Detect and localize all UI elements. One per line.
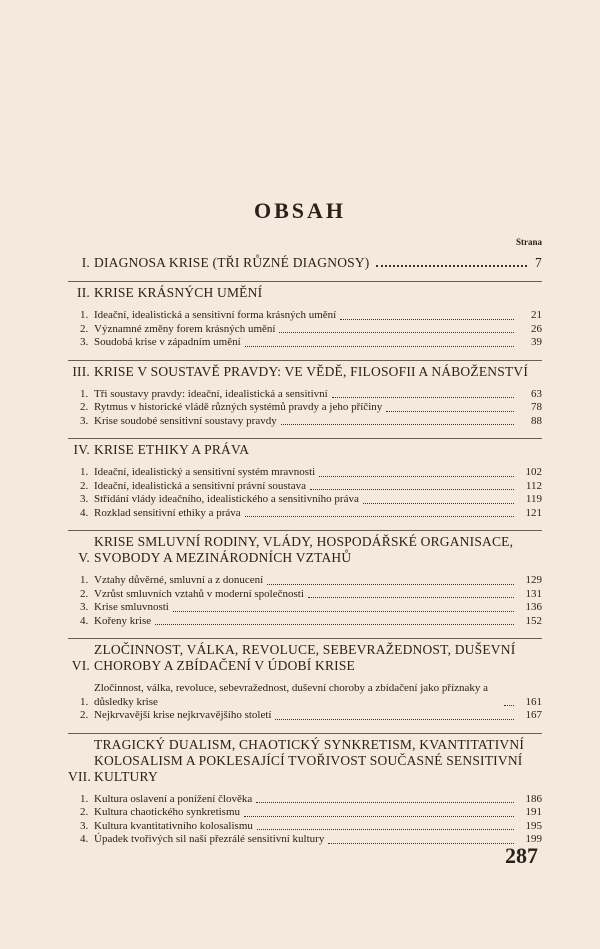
section-entry[interactable] — [68, 466, 542, 480]
page-number: 287 — [505, 843, 538, 868]
chapter-title: KRISE KRÁSNÝCH UMĚNÍ — [94, 285, 263, 300]
section-entry[interactable] — [68, 480, 542, 494]
section-page: 39 — [531, 336, 542, 348]
dot-leader — [256, 802, 514, 803]
section-number: 2. — [80, 401, 89, 413]
dot-leader — [386, 411, 514, 412]
section-title: Krise soudobé sensitivní soustavy pravdy — [94, 414, 277, 427]
chapter-number: III. — [72, 363, 90, 379]
section-entry[interactable] — [68, 388, 542, 402]
section-entry[interactable] — [68, 833, 542, 847]
dot-leader — [504, 705, 514, 706]
section-entry[interactable] — [68, 401, 542, 415]
section-number: 2. — [80, 709, 89, 721]
dot-leader — [363, 503, 514, 504]
section-number: 3. — [80, 601, 89, 613]
section-title: Nejkrvavější krise nejkrvavějšího století — [94, 709, 272, 721]
dot-leader — [332, 397, 514, 398]
section-title: Kořeny krise — [94, 614, 152, 627]
dot-leader — [257, 829, 514, 830]
section-number: 1. — [80, 574, 89, 586]
chapter-heading — [68, 285, 542, 301]
dot-leader — [376, 265, 528, 267]
section-number: 1. — [80, 387, 89, 400]
section-title: Ideační, idealistická a sensitivní právní soustava — [94, 479, 306, 492]
section-entry[interactable] — [68, 574, 542, 588]
chapter-number: V. — [78, 550, 90, 565]
chapter-heading — [68, 255, 542, 271]
dot-leader — [319, 476, 514, 477]
section-title: Ideační, idealistická a sensitivní forma krásných umění — [94, 309, 337, 321]
section-entry[interactable] — [68, 793, 542, 807]
section-number: 2. — [80, 479, 89, 492]
section-entry[interactable] — [68, 336, 542, 350]
section-title: Vzrůst smluvních vztahů v moderní společnosti — [94, 587, 304, 600]
section-entry[interactable] — [68, 682, 542, 709]
section-number: 3. — [80, 493, 89, 505]
section-title: Kultura oslavení a ponížení člověka — [94, 792, 253, 805]
section-page: 191 — [525, 806, 542, 818]
section-entry[interactable] — [68, 507, 542, 521]
section-list — [68, 309, 542, 350]
section-page: 63 — [531, 387, 542, 400]
section-page: 131 — [525, 587, 542, 600]
section-page: 119 — [525, 493, 542, 505]
chapter-heading — [68, 737, 542, 785]
section-entry[interactable] — [68, 415, 542, 429]
page-column-label: Strana — [515, 237, 542, 247]
dot-leader — [308, 597, 514, 598]
chapter-heading — [68, 534, 542, 566]
section-title: Úpadek tvořivých sil naší přezrálé sensitivní kultury — [94, 833, 325, 845]
chapter — [68, 252, 542, 271]
chapter-number: IV. — [73, 442, 90, 457]
chapter-number: VII. — [68, 768, 91, 784]
section-list — [68, 682, 542, 723]
dot-leader — [244, 816, 514, 817]
section-page: 195 — [525, 819, 542, 832]
chapter-heading — [68, 642, 542, 674]
table-of-contents — [68, 252, 542, 857]
section-page: 199 — [525, 833, 542, 845]
section-list — [68, 574, 542, 628]
dot-leader — [173, 611, 514, 612]
section-number: 2. — [80, 806, 89, 818]
section-page: 167 — [525, 709, 542, 721]
section-page: 26 — [531, 322, 542, 335]
section-number: 2. — [80, 322, 89, 335]
section-number: 4. — [80, 833, 89, 845]
chapter-number: II. — [77, 285, 90, 300]
chapter — [68, 438, 542, 520]
chapter-number: I. — [81, 255, 90, 270]
section-entry[interactable] — [68, 323, 542, 337]
section-page: 112 — [525, 479, 542, 492]
dot-leader — [328, 843, 514, 844]
chapter-page: 7 — [535, 255, 542, 270]
chapter-title: ZLOČINNOST, VÁLKA, REVOLUCE, SEBEVRAŽEDNOST, DUŠEVNÍ CHOROBY A ZBÍDAČENÍ V ÚDOBÍ KRISE — [94, 642, 516, 673]
section-entry[interactable] — [68, 615, 542, 629]
section-page: 102 — [525, 466, 542, 478]
section-list — [68, 793, 542, 847]
section-number: 4. — [80, 614, 89, 627]
chapter — [68, 733, 542, 847]
section-title: Krise smluvnosti — [94, 601, 169, 613]
chapter — [68, 530, 542, 628]
section-title: Střídání vlády ideačního, idealistického a sensitivního práva — [94, 493, 359, 505]
section-list — [68, 388, 542, 429]
section-title: Tři soustavy pravdy: ideační, idealistická a sensitivní — [94, 387, 328, 400]
section-entry[interactable] — [68, 806, 542, 820]
page-title: OBSAH — [253, 198, 347, 223]
section-title: Kultura chaotického synkretismu — [94, 806, 241, 818]
section-number: 2. — [80, 587, 89, 600]
dot-leader — [155, 624, 514, 625]
dot-leader — [310, 489, 514, 490]
section-entry[interactable] — [68, 309, 542, 323]
section-page: 21 — [531, 309, 542, 321]
section-title: Zločinnost, válka, revoluce, sebevražednost, duševní choroby a zbídačení jako příznaky a důsledky krise — [94, 682, 489, 708]
section-page: 136 — [525, 601, 542, 613]
section-page: 186 — [525, 792, 542, 805]
section-title: Významné změny forem krásných umění — [94, 322, 276, 335]
chapter-title: TRAGICKÝ DUALISM, CHAOTICKÝ SYNKRETISM, KVANTITATIVNÍ KOLOSALISM A POKLESAJÍCÍ TVOŘIVOST SOUČASNÉ SENSITIVNÍ KULTURY — [94, 736, 525, 784]
section-title: Ideační, idealistický a sensitivní systém mravnosti — [94, 466, 316, 478]
section-page: 78 — [531, 401, 542, 413]
chapter-heading — [68, 442, 542, 458]
section-page: 121 — [525, 506, 542, 519]
section-entry[interactable] — [68, 601, 542, 615]
dot-leader — [245, 346, 514, 347]
section-number: 4. — [80, 506, 89, 519]
section-title: Vztahy důvěrné, smluvní a z donucení — [94, 574, 264, 586]
section-entry[interactable] — [68, 588, 542, 602]
chapter-title: DIAGNOSA KRISE (TŘI RŮZNÉ DIAGNOSY) — [94, 255, 370, 270]
chapter — [68, 638, 542, 723]
chapter — [68, 281, 542, 350]
dot-leader — [245, 516, 514, 517]
section-number: 1. — [80, 466, 89, 478]
section-number: 1. — [80, 792, 89, 805]
dot-leader — [275, 719, 514, 720]
dot-leader — [279, 332, 514, 333]
section-entry[interactable] — [68, 820, 542, 834]
chapter-title: KRISE V SOUSTAVĚ PRAVDY: VE VĚDĚ, FILOSOFII A NÁBOŽENSTVÍ — [94, 363, 529, 379]
section-number: 1. — [80, 695, 89, 708]
chapter-number: VI. — [71, 658, 90, 673]
section-entry[interactable] — [68, 709, 542, 723]
dot-leader — [267, 584, 514, 585]
section-entry[interactable] — [68, 493, 542, 507]
section-title: Soudobá krise v západním umění — [94, 336, 241, 348]
chapter-title: KRISE ETHIKY A PRÁVA — [94, 442, 250, 457]
dot-leader — [281, 424, 514, 425]
section-title: Kultura kvantitativního kolosalismu — [94, 819, 253, 832]
dot-leader — [340, 319, 514, 320]
chapter-heading — [68, 364, 542, 380]
section-page: 88 — [531, 414, 542, 427]
section-number: 1. — [80, 309, 89, 321]
section-page: 129 — [525, 574, 542, 586]
section-number: 3. — [80, 819, 89, 832]
section-title: Rozklad sensitivní ethiky a práva — [94, 506, 241, 519]
chapter-title: KRISE SMLUVNÍ RODINY, VLÁDY, HOSPODÁŘSKÉ ORGANISACE, SVOBODY A MEZINÁRODNÍCH VZTAHŮ — [94, 534, 514, 565]
section-number: 3. — [80, 414, 89, 427]
chapter — [68, 360, 542, 429]
section-list — [68, 466, 542, 520]
section-title: Rytmus v historické vládě různých systémů pravdy a jeho příčiny — [94, 401, 383, 413]
section-page: 152 — [525, 614, 542, 627]
section-page: 161 — [525, 695, 542, 708]
section-number: 3. — [80, 336, 89, 348]
